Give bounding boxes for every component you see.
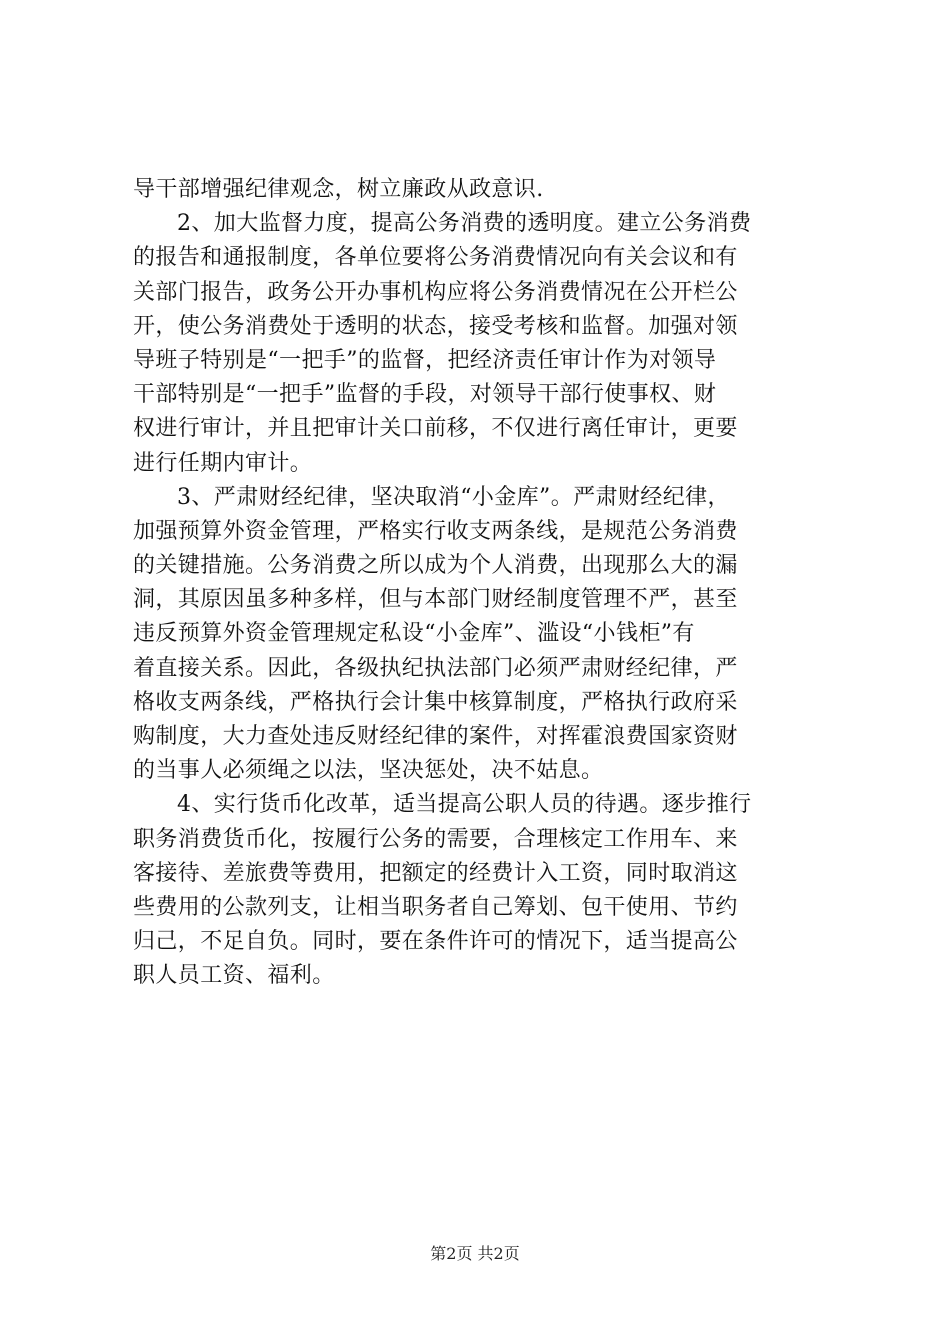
text-line: 的关键措施。公务消费之所以成为个人消费，出现那么大的漏: [133, 553, 738, 579]
text-line: 进行任期内审计。: [133, 450, 313, 476]
text-line: 客接待、差旅费等费用，把额定的经费计入工资，同时取消这: [133, 860, 738, 886]
text-line: 归己，不足自负。同时，要在条件许可的情况下，适当提高公: [133, 929, 738, 955]
text-line: 些费用的公款列支，让相当职务者自己筹划、包干使用、节约: [133, 894, 738, 920]
text-line: 的报告和通报制度，各单位要将公务消费情况向有关会议和有: [133, 245, 738, 271]
text-line: 导干部增强纪律观念，树立廉政从政意识.: [133, 177, 544, 202]
text-line: 购制度，大力查处违反财经纪律的案件，对挥霍浪费国家资财: [133, 724, 738, 749]
text-line: 开，使公务消费处于透明的状态，接受考核和监督。加强对领: [133, 313, 738, 339]
text-line: 导班子特别是“一把手”的监督，把经济责任审计作为对领导: [133, 347, 717, 373]
text-line: 格收支两条线，严格执行会计集中核算制度，严格执行政府采: [133, 689, 738, 715]
paragraph-2-start: 2、加大监督力度，提高公务消费的透明度。建立公务消费: [177, 211, 752, 237]
text-line: 加强预算外资金管理，严格实行收支两条线，是规范公务消费: [133, 518, 738, 544]
page-number-footer: 第2页 共2页: [430, 1244, 520, 1263]
document-body: [133, 173, 819, 994]
text-line: 干部特别是“一把手”监督的手段，对领导干部行使事权、财: [133, 382, 717, 408]
paragraph-4-start: 4、实行货币化改革，适当提高公职人员的待遇。逐步推行: [177, 792, 752, 818]
text-line: 违反预算外资金管理规定私设“小金库”、滥设“小钱柜”有: [133, 621, 695, 647]
text-line: 职务消费货币化，按履行公务的需要，合理核定工作用车、来: [133, 826, 738, 852]
text-line: 关部门报告，政务公开办事机构应将公务消费情况在公开栏公: [133, 279, 738, 305]
text-line: 洞，其原因虽多种多样，但与本部门财经制度管理不严，甚至: [133, 587, 738, 613]
text-line: 权进行审计，并且把审计关口前移，不仅进行离任审计，更要: [133, 416, 738, 442]
text-line: 的当事人必须绳之以法，坚决惩处，决不姑息。: [133, 758, 604, 784]
paragraph-3-start: 3、严肃财经纪律，坚决取消“小金库”。严肃财经纪律，: [177, 484, 730, 510]
text-line: 着直接关系。因此，各级执纪执法部门必须严肃财经纪律，严: [133, 655, 738, 681]
text-line: 职人员工资、福利。: [133, 963, 335, 989]
